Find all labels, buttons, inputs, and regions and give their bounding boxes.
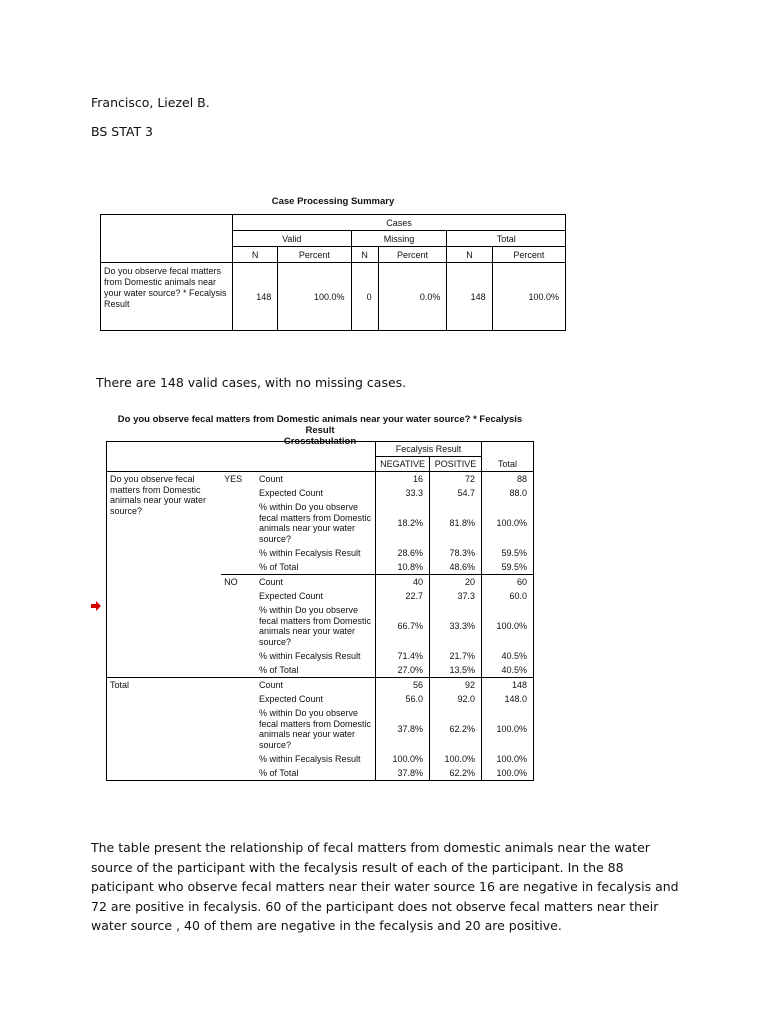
n-header: N	[351, 247, 378, 263]
valid-n: 148	[233, 263, 278, 331]
fecalysis-result-header: Fecalysis Result	[376, 442, 482, 457]
stat-of-total: % of Total	[259, 561, 299, 572]
yes-withinrow-positive: 81.8%	[430, 500, 482, 546]
crosstab-corner	[107, 442, 376, 472]
case-row-label: Do you observe fecal matters from Domestic animals near your water source? * Fecalysis Result	[101, 263, 233, 331]
stat-within-col: % within Fecalysis Result	[259, 650, 361, 661]
yes-count-negative: 16	[376, 472, 430, 487]
stat-of-total: % of Total	[259, 664, 299, 675]
stat-count: Count	[256, 575, 376, 590]
yes-oftotal-positive: 48.6%	[430, 560, 482, 575]
percent-header: Percent	[378, 247, 447, 263]
no-oftotal-negative: 27.0%	[376, 663, 430, 678]
total-withinrow-positive: 62.2%	[430, 706, 482, 752]
yes-label: YES	[221, 472, 256, 575]
positive-col-header: POSITIVE	[430, 457, 482, 472]
yes-withincol-positive: 78.3%	[430, 546, 482, 560]
stat-count: Count	[256, 678, 376, 693]
stat-within-row: % within Do you observe fecal matters from Domestic animals near your water source?	[259, 502, 372, 544]
total-row-label: Total	[107, 678, 257, 781]
no-withinrow-total: 100.0%	[482, 603, 534, 649]
yes-withincol-total: 59.5%	[482, 546, 534, 560]
no-withincol-positive: 21.7%	[430, 649, 482, 663]
yes-withinrow-total: 100.0%	[482, 500, 534, 546]
total-percent: 100.0%	[492, 263, 565, 331]
stat-within-row: % within Do you observe fecal matters from Domestic animals near your water source?	[259, 605, 372, 647]
row-variable-label: Do you observe fecal matters from Domestic animals near your water source?	[107, 472, 222, 678]
no-expected-positive: 37.3	[430, 589, 482, 603]
crosstab-title-line2: Crosstabulation	[283, 436, 357, 447]
stat-within-row: % within Do you observe fecal matters from Domestic animals near your water source?	[259, 708, 372, 750]
body-paragraph: The table present the relationship of fecal matters from domestic animals near the water source of the participant with the fecalysis result of each of the participant. In the 88 paticipant who observe fecal matters near their water source 16 are negative in fecalysis and 72 are positive in fecalysis. 60 of the participant does not observe fecal matters near their water source , 40 of them are negative in the fecalysis and 20 are positive.	[91, 840, 679, 933]
n-header: N	[447, 247, 492, 263]
stat-expected: Expected Count	[259, 487, 324, 498]
no-withinrow-negative: 66.7%	[376, 603, 430, 649]
yes-oftotal-total: 59.5%	[482, 560, 534, 575]
total-withincol-negative: 100.0%	[376, 752, 430, 766]
total-withinrow-negative: 37.8%	[376, 706, 430, 752]
stat-expected: Expected Count	[259, 693, 324, 704]
total-withincol-total: 100.0%	[482, 752, 534, 766]
red-arrow-icon	[90, 600, 102, 612]
missing-n: 0	[351, 263, 378, 331]
summary-text: There are 148 valid cases, with no missing cases.	[96, 375, 407, 390]
yes-expected-positive: 54.7	[430, 486, 482, 500]
no-expected-total: 60.0	[482, 589, 534, 603]
case-processing-table	[100, 214, 566, 331]
no-count-negative: 40	[376, 575, 430, 590]
yes-withinrow-negative: 18.2%	[376, 500, 430, 546]
yes-oftotal-negative: 10.8%	[376, 560, 430, 575]
no-expected-negative: 22.7	[376, 589, 430, 603]
total-count-negative: 56	[376, 678, 430, 693]
total-header: Total	[447, 231, 566, 247]
no-oftotal-positive: 13.5%	[430, 663, 482, 678]
yes-withincol-negative: 28.6%	[376, 546, 430, 560]
course-label: BS STAT 3	[91, 124, 154, 139]
percent-header: Percent	[278, 247, 351, 263]
total-expected-total: 148.0	[482, 692, 534, 706]
no-oftotal-total: 40.5%	[482, 663, 534, 678]
crosstab-table	[106, 441, 534, 781]
total-withinrow-total: 100.0%	[482, 706, 534, 752]
no-withincol-negative: 71.4%	[376, 649, 430, 663]
cases-header: Cases	[233, 215, 566, 231]
total-oftotal-positive: 62.2%	[430, 766, 482, 781]
valid-percent: 100.0%	[278, 263, 351, 331]
total-col-header: Total	[482, 442, 534, 472]
no-label: NO	[221, 575, 256, 678]
stat-within-col: % within Fecalysis Result	[259, 547, 361, 558]
stat-of-total: % of Total	[259, 767, 299, 778]
total-n: 148	[447, 263, 492, 331]
total-oftotal-total: 100.0%	[482, 766, 534, 781]
stat-count: Count	[256, 472, 376, 487]
no-count-positive: 20	[430, 575, 482, 590]
no-withinrow-positive: 33.3%	[430, 603, 482, 649]
percent-header: Percent	[492, 247, 565, 263]
yes-count-total: 88	[482, 472, 534, 487]
missing-header: Missing	[351, 231, 447, 247]
stat-expected: Expected Count	[259, 590, 324, 601]
total-count-positive: 92	[430, 678, 482, 693]
total-count-total: 148	[482, 678, 534, 693]
yes-expected-negative: 33.3	[376, 486, 430, 500]
yes-count-positive: 72	[430, 472, 482, 487]
total-withincol-positive: 100.0%	[430, 752, 482, 766]
n-header: N	[233, 247, 278, 263]
total-expected-negative: 56.0	[376, 692, 430, 706]
valid-header: Valid	[233, 231, 352, 247]
no-withincol-total: 40.5%	[482, 649, 534, 663]
stat-within-col: % within Fecalysis Result	[259, 753, 361, 764]
missing-percent: 0.0%	[378, 263, 447, 331]
case-processing-title: Case Processing Summary	[271, 196, 395, 207]
no-count-total: 60	[482, 575, 534, 590]
author-name: Francisco, Liezel B.	[91, 95, 210, 110]
crosstab-title-line1: Do you observe fecal matters from Domestic animals near your water source? * Fecalysis Result	[117, 414, 523, 436]
negative-col-header: NEGATIVE	[376, 457, 430, 472]
yes-expected-total: 88.0	[482, 486, 534, 500]
total-expected-positive: 92.0	[430, 692, 482, 706]
total-oftotal-negative: 37.8%	[376, 766, 430, 781]
corner-cell	[101, 215, 233, 263]
